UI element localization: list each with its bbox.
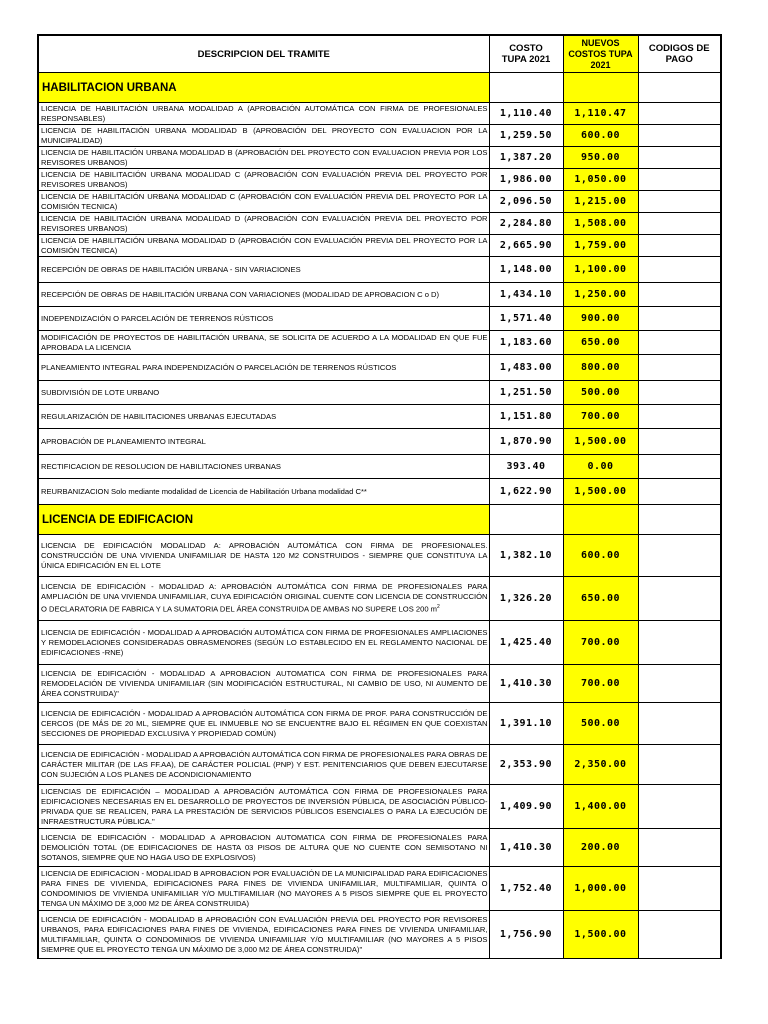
tramite-description bbox=[38, 355, 489, 381]
tramite-description bbox=[38, 479, 489, 505]
table-row bbox=[38, 479, 721, 505]
codigo-pago-cell bbox=[638, 191, 721, 213]
tramite-description-text: LICENCIA DE EDIFICACIÓN - MODALIDAD A APROBACIÓN AUTOMÁTICA CON FIRMA DE PROFESIONALES PARA OBRAS DE CARÁCTER MILITAR (DE LAS FF.AA), DE CARÁCTER POLICIAL (PNP) Y EST. PENITENCIARIOS QUE DEBEN EJECUTARSE CON SUJECIÓN A LOS PLANES DE ACONDICIONAMIENTO bbox=[41, 749, 488, 779]
costo-tupa-cell: 1,622.90 bbox=[489, 479, 563, 505]
tramite-description-text: LICENCIA DE HABILITACIÓN URBANA MODALIDAD D (APROBACIÓN CON EVALUACIÓN PREVIA DEL PROYECTO POR REVISORES URBANOS) bbox=[41, 213, 488, 233]
tramite-description-text: LICENCIA DE HABILITACIÓN URBANA MODALIDAD D (APROBACIÓN CON EVALUACIÓN PREVIA DEL PROYECTO POR LA COMISIÓN TECNICA) bbox=[41, 235, 488, 255]
tramite-description bbox=[38, 829, 489, 867]
tramite-description bbox=[38, 785, 489, 829]
tramite-description-text: LICENCIA DE HABILITACIÓN URBANA MODALIDAD C (APROBACIÓN CON EVALUACIÓN PREVIA DEL PROYECTO POR LA COMISIÓN TECNICA) bbox=[41, 191, 488, 211]
tramite-description-text: LICENCIA DE EDIFICACIÓN - MODALIDAD A: APROBACIÓN AUTOMÁTICA CON FIRMA DE PROFESIONALES PARA AMPLIACIÓN DE UNA VIVIENDA UNIFAMILIAR, CUYA EDIFICACIÓN ORIGINAL CUENTE CON LICENCIA DE CONSTRUCCIÓN O DECLARATORIA DE FABRICA Y LA SUMATORIA DEL ÁREA CONSTRUIDA DE AMBAS NO SUPERE LOS 200 m bbox=[41, 582, 488, 614]
tramite-description-text: LICENCIA DE HABILITACIÓN URBANA MODALIDAD A (APROBACIÓN AUTOMÁTICA CON FIRMA DE PROFESIONALES RESPONSABLES) bbox=[41, 103, 488, 123]
header-codigos bbox=[638, 35, 721, 73]
codigo-pago-cell bbox=[638, 535, 721, 577]
tramite-description bbox=[38, 429, 489, 455]
codigo-pago-cell bbox=[638, 479, 721, 505]
tramite-description bbox=[38, 191, 489, 213]
tramite-description bbox=[38, 169, 489, 191]
nuevo-costo-cell: 0.00 bbox=[563, 455, 638, 479]
costo-tupa-cell: 1,387.20 bbox=[489, 147, 563, 169]
costo-tupa-cell: 1,870.90 bbox=[489, 429, 563, 455]
table-row bbox=[38, 455, 721, 479]
codigo-pago-cell bbox=[638, 621, 721, 665]
header-nuevos-line2: COSTOS TUPA bbox=[568, 48, 633, 59]
codigo-pago-cell bbox=[638, 125, 721, 147]
tramite-description-text: PLANEAMIENTO INTEGRAL PARA INDEPENDIZACIÓN O PARCELACIÓN DE TERRENOS RÚSTICOS bbox=[41, 362, 397, 372]
tramite-description bbox=[38, 283, 489, 307]
table-row bbox=[38, 381, 721, 405]
header-nuevos-line1: NUEVOS bbox=[581, 37, 620, 48]
tramite-description-text: SUBDIVISIÓN DE LOTE URBANO bbox=[41, 387, 160, 397]
tramite-description bbox=[38, 125, 489, 147]
section-empty-cell bbox=[489, 505, 563, 535]
header-descripcion bbox=[38, 35, 489, 73]
nuevo-costo-cell: 200.00 bbox=[563, 829, 638, 867]
table-row bbox=[38, 125, 721, 147]
nuevo-costo-cell: 600.00 bbox=[563, 535, 638, 577]
tramite-description bbox=[38, 665, 489, 703]
nuevo-costo-cell: 1,508.00 bbox=[563, 213, 638, 235]
codigo-pago-cell bbox=[638, 703, 721, 745]
costo-tupa-cell: 2,665.90 bbox=[489, 235, 563, 257]
nuevo-costo-cell: 1,050.00 bbox=[563, 169, 638, 191]
nuevo-costo-cell: 2,350.00 bbox=[563, 745, 638, 785]
table-row bbox=[38, 829, 721, 867]
table-row bbox=[38, 429, 721, 455]
table-row bbox=[38, 257, 721, 283]
codigo-pago-cell bbox=[638, 103, 721, 125]
nuevo-costo-cell: 1,500.00 bbox=[563, 911, 638, 959]
tramite-description bbox=[38, 455, 489, 479]
codigo-pago-cell bbox=[638, 331, 721, 355]
costo-tupa-cell: 1,752.40 bbox=[489, 867, 563, 911]
codigo-pago-cell bbox=[638, 307, 721, 331]
tramite-description-text: REURBANIZACION Solo mediante modalidad de Licencia de Habilitación Urbana modalidad C** bbox=[41, 486, 367, 496]
costo-tupa-cell: 1,391.10 bbox=[489, 703, 563, 745]
nuevo-costo-cell: 1,000.00 bbox=[563, 867, 638, 911]
tramite-description bbox=[38, 307, 489, 331]
table-row bbox=[38, 331, 721, 355]
costo-tupa-cell: 1,410.30 bbox=[489, 829, 563, 867]
table-row bbox=[38, 169, 721, 191]
header-costo-line2: TUPA 2021 bbox=[501, 54, 551, 65]
table-row bbox=[38, 577, 721, 621]
costo-tupa-cell: 1,986.00 bbox=[489, 169, 563, 191]
section-row bbox=[38, 73, 721, 103]
tramite-description bbox=[38, 103, 489, 125]
costo-tupa-cell: 1,151.80 bbox=[489, 405, 563, 429]
table-row bbox=[38, 745, 721, 785]
tramite-description bbox=[38, 213, 489, 235]
costo-tupa-cell: 393.40 bbox=[489, 455, 563, 479]
header-codigos-line2: PAGO bbox=[665, 54, 693, 65]
costo-tupa-cell: 1,148.00 bbox=[489, 257, 563, 283]
codigo-pago-cell bbox=[638, 235, 721, 257]
costo-tupa-cell: 1,382.10 bbox=[489, 535, 563, 577]
nuevo-costo-cell: 650.00 bbox=[563, 331, 638, 355]
table-row bbox=[38, 867, 721, 911]
tramite-description-text: LICENCIA DE EDIFICACIÓN - MODALIDAD A APROBACION AUTOMATICA CON FIRMA DE PROFESIONALES PARA DEMOLICIÓN TOTAL (DE EDIFICACIONES DE HASTA 03 PISOS DE ALTURA QUE NO CUENTE CON SEMISOTANO NI SOTANOS, SIEMPRE QUE NO HAGA USO DE EXPLOSIVOS) bbox=[41, 832, 488, 862]
nuevo-costo-cell: 1,759.00 bbox=[563, 235, 638, 257]
tramite-description-text: LICENCIA DE EDIFICACIÓN - MODALIDAD A APROBACIÓN AUTOMÁTICA CON FIRMA DE PROF. PARA CONSTRUCCIÓN DE CERCOS (DE MÁS DE 20 ML, SIEMPRE QUE EL INMUEBLE NO SE ENCUENTRE BAJO EL RÉGIMEN EN QUE COEXISTAN SECCIONES DE PROPIEDAD EXCLUSIVA Y PROPIEDAD COMÚN) bbox=[41, 708, 488, 738]
tramite-description-text: LICENCIA DE HABILITACIÓN URBANA MODALIDAD C (APROBACIÓN CON EVALUACIÓN PREVIA DEL PROYECTO POR REVISORES URBANOS) bbox=[41, 169, 488, 189]
tramite-description bbox=[38, 147, 489, 169]
codigo-pago-cell bbox=[638, 911, 721, 959]
table-row bbox=[38, 621, 721, 665]
tramite-description bbox=[38, 867, 489, 911]
codigo-pago-cell bbox=[638, 147, 721, 169]
tramite-description bbox=[38, 257, 489, 283]
header-nuevos-line3: 2021 bbox=[590, 59, 611, 70]
costo-tupa-cell: 1,326.20 bbox=[489, 577, 563, 621]
costo-tupa-cell: 2,096.50 bbox=[489, 191, 563, 213]
tramite-description-text: RECEPCIÓN DE OBRAS DE HABILITACIÓN URBANA - SIN VARIACIONES bbox=[41, 264, 301, 274]
nuevo-costo-cell: 700.00 bbox=[563, 405, 638, 429]
nuevo-costo-cell: 700.00 bbox=[563, 621, 638, 665]
costo-tupa-cell: 1,425.40 bbox=[489, 621, 563, 665]
tramite-description-text: LICENCIA DE EDIFICACIÓN - MODALIDAD A APROBACION AUTOMATICA CON FIRMA DE PROFESIONALES PARA REMODELACIÓN DE VIVIENDA UNIFAMILIAR (SIN MODIFICACIÓN ESTRUCTURAL, NI CAMBIO DE USO, NI AUMENTO DE ÁREA CONSTRUIDA)" bbox=[41, 668, 488, 698]
table-row bbox=[38, 355, 721, 381]
tramite-description bbox=[38, 235, 489, 257]
costo-tupa-cell: 1,251.50 bbox=[489, 381, 563, 405]
superscript: 2 bbox=[436, 604, 440, 611]
header-costo-line1: COSTO bbox=[509, 43, 543, 54]
nuevo-costo-cell: 500.00 bbox=[563, 703, 638, 745]
table-row bbox=[38, 147, 721, 169]
codigo-pago-cell bbox=[638, 829, 721, 867]
tramite-description-text: LICENCIA DE EDIFICACION - MODALIDAD B APROBACION POR EVALUACIÓN DE LA MUNICIPALIDAD PARA EDIFICACIONES PARA FINES DE VIVIENDA, EDIFICACIONES PARA FINES DE VIVIENDA UNIFAMILIAR, MULTIFAMILIAR, QUINTA O CONDOMINIOS DE VIVIENDA UNIFAMILIAR Y/O MULTIFAMILIAR (NO MAYORES A 5 PISOS SIEMPRE QUE EL PROYECTO TENGA UN MÁXIMO DE 3,000 M2 DE ÁREA CONSTRUIDA) bbox=[41, 868, 488, 908]
section-empty-cell bbox=[638, 505, 721, 535]
table-row bbox=[38, 535, 721, 577]
table-row bbox=[38, 405, 721, 429]
tramite-description-text: RECTIFICACION DE RESOLUCION DE HABILITACIONES URBANAS bbox=[41, 461, 281, 471]
section-title: LICENCIA DE EDIFICACION bbox=[38, 505, 489, 535]
tramite-description-text: INDEPENDIZACIÓN O PARCELACIÓN DE TERRENOS RÚSTICOS bbox=[41, 313, 274, 323]
table-row bbox=[38, 191, 721, 213]
nuevo-costo-cell: 1,400.00 bbox=[563, 785, 638, 829]
section-empty-cell bbox=[489, 73, 563, 103]
costo-tupa-cell: 1,410.30 bbox=[489, 665, 563, 703]
section-empty-cell bbox=[638, 73, 721, 103]
nuevo-costo-cell: 700.00 bbox=[563, 665, 638, 703]
table-row bbox=[38, 213, 721, 235]
table-row bbox=[38, 103, 721, 125]
codigo-pago-cell bbox=[638, 429, 721, 455]
costo-tupa-cell: 2,284.80 bbox=[489, 213, 563, 235]
section-empty-cell bbox=[563, 505, 638, 535]
header-descripcion-text: DESCRIPCION DEL TRAMITE bbox=[197, 48, 330, 60]
codigo-pago-cell bbox=[638, 455, 721, 479]
nuevo-costo-cell: 650.00 bbox=[563, 577, 638, 621]
table-row bbox=[38, 785, 721, 829]
header-nuevos-costos bbox=[563, 35, 638, 73]
header-costo bbox=[489, 35, 563, 73]
nuevo-costo-cell: 1,110.47 bbox=[563, 103, 638, 125]
table-row bbox=[38, 307, 721, 331]
codigo-pago-cell bbox=[638, 745, 721, 785]
section-row bbox=[38, 505, 721, 535]
tramite-description bbox=[38, 331, 489, 355]
costo-tupa-cell: 1,259.50 bbox=[489, 125, 563, 147]
codigo-pago-cell bbox=[638, 381, 721, 405]
table-row bbox=[38, 235, 721, 257]
tramite-description bbox=[38, 405, 489, 429]
codigo-pago-cell bbox=[638, 867, 721, 911]
tupa-table bbox=[37, 34, 722, 959]
nuevo-costo-cell: 500.00 bbox=[563, 381, 638, 405]
table-row bbox=[38, 665, 721, 703]
costo-tupa-cell: 1,110.40 bbox=[489, 103, 563, 125]
tramite-description-text: LICENCIAS DE EDIFICACIÓN – MODALIDAD A APROBACIÓN AUTOMÁTICA CON FIRMA DE PROFESIONALES PARA EDIFICACIONES NECESARIAS EN EL DESARROLLO DE PROYECTOS DE INVERSIÓN PÚBLICA, DE ASOCIACIÓN PÚBLICO-PRIVADA QUE SE REALICEN, PARA LA PRESTACIÓN DE SERVICIOS PÚBLICOS ESENCIALES O PARA LA EJECUCIÓN DE INFRAESTRUCTURA PÚBLICA." bbox=[41, 786, 488, 826]
tramite-description-text: LICENCIA DE EDIFICACIÓN - MODALIDAD A APROBACIÓN AUTOMÁTICA CON FIRMA DE PROFESIONALES AMPLIACIONES Y REMODELACIONES CONSIDERADAS OBRASMENORES (SEGÚN LO ESTABLECIDO EN EL REGLAMENTO NACIONAL DE EDIFICACIONES -RNE) bbox=[41, 627, 488, 657]
costo-tupa-cell: 1,483.00 bbox=[489, 355, 563, 381]
table-row bbox=[38, 703, 721, 745]
codigo-pago-cell bbox=[638, 577, 721, 621]
tramite-description-text: LICENCIA DE HABILITACIÓN URBANA MODALIDAD B (APROBACIÓN DEL PROYECTO CON EVALUACION PREVIA POR LOS REVISORES URBANOS) bbox=[41, 147, 488, 167]
nuevo-costo-cell: 600.00 bbox=[563, 125, 638, 147]
header-row bbox=[38, 35, 721, 73]
table-row bbox=[38, 911, 721, 959]
table-row bbox=[38, 283, 721, 307]
tramite-description bbox=[38, 703, 489, 745]
codigo-pago-cell bbox=[638, 665, 721, 703]
codigo-pago-cell bbox=[638, 257, 721, 283]
costo-tupa-cell: 1,183.60 bbox=[489, 331, 563, 355]
nuevo-costo-cell: 900.00 bbox=[563, 307, 638, 331]
section-empty-cell bbox=[563, 73, 638, 103]
codigo-pago-cell bbox=[638, 785, 721, 829]
tramite-description bbox=[38, 577, 489, 621]
costo-tupa-cell: 1,409.90 bbox=[489, 785, 563, 829]
nuevo-costo-cell: 950.00 bbox=[563, 147, 638, 169]
codigo-pago-cell bbox=[638, 283, 721, 307]
nuevo-costo-cell: 1,250.00 bbox=[563, 283, 638, 307]
nuevo-costo-cell: 1,215.00 bbox=[563, 191, 638, 213]
section-title: HABILITACION URBANA bbox=[38, 73, 489, 103]
nuevo-costo-cell: 1,500.00 bbox=[563, 429, 638, 455]
tramite-description-text: LICENCIA DE EDIFICACIÓN MODALIDAD A: APROBACIÓN AUTOMÁTICA CON FIRMA DE PROFESIONALES. CONSTRUCCIÓN DE UNA VIVIENDA UNIFAMILIAR DE HASTA 120 M2 CONSTRUIDOS - SIEMPRE QUE CONSTITUYA LA ÚNICA EDIFICACIÓN EN EL LOTE bbox=[41, 540, 488, 570]
header-codigos-line1: CODIGOS DE bbox=[648, 43, 710, 54]
codigo-pago-cell bbox=[638, 213, 721, 235]
tramite-description bbox=[38, 911, 489, 959]
costo-tupa-cell: 1,434.10 bbox=[489, 283, 563, 307]
tramite-description bbox=[38, 535, 489, 577]
tramite-description-text: LICENCIA DE HABILITACIÓN URBANA MODALIDAD B (APROBACIÓN DEL PROYECTO CON EVALUACION POR LA MUNICIPALIDAD) bbox=[41, 125, 488, 145]
codigo-pago-cell bbox=[638, 405, 721, 429]
tramite-description bbox=[38, 621, 489, 665]
costo-tupa-cell: 1,756.90 bbox=[489, 911, 563, 959]
tramite-description-text: REGULARIZACIÓN DE HABILITACIONES URBANAS EJECUTADAS bbox=[41, 411, 277, 421]
tramite-description-text: APROBACIÓN DE PLANEAMIENTO INTEGRAL bbox=[41, 436, 206, 446]
codigo-pago-cell bbox=[638, 169, 721, 191]
tramite-description-text: RECEPCIÓN DE OBRAS DE HABILITACIÓN URBANA CON VARIACIONES (MODALIDAD DE APROBACION C o D) bbox=[41, 289, 440, 299]
nuevo-costo-cell: 1,100.00 bbox=[563, 257, 638, 283]
nuevo-costo-cell: 800.00 bbox=[563, 355, 638, 381]
codigo-pago-cell bbox=[638, 355, 721, 381]
tramite-description-text: MODIFICACIÓN DE PROYECTOS DE HABILITACIÓN URBANA, SE SOLICITA DE ACUERDO A LA MODALIDAD EN QUE FUE APROBADA LA LICENCIA bbox=[41, 332, 488, 352]
tramite-description bbox=[38, 381, 489, 405]
costo-tupa-cell: 1,571.40 bbox=[489, 307, 563, 331]
tramite-description bbox=[38, 745, 489, 785]
costo-tupa-cell: 2,353.90 bbox=[489, 745, 563, 785]
nuevo-costo-cell: 1,500.00 bbox=[563, 479, 638, 505]
tramite-description-text: LICENCIA DE EDIFICACIÓN - MODALIDAD B APROBACIÓN CON EVALUACIÓN PREVIA DEL PROYECTO POR REVISORES URBANOS, PARA EDIFICACIONES PARA FINES DE VIVIENDA, EDIFICACIONES PARA FINES DE VIVIENDA UNIFAMILIAR, MULTIFAMILIAR, QUINTA O CONDOMINIOS DE VIVIENDA UNIFAMILIAR Y/O MULTIFAMILIAR (NO MAYORES A 5 PISOS SIEMPRE QUE EL PROYECTO TENGA UN MÁXIMO DE 3,000 M2 DE ÁREA CONSTRUIDA)" bbox=[41, 914, 488, 954]
